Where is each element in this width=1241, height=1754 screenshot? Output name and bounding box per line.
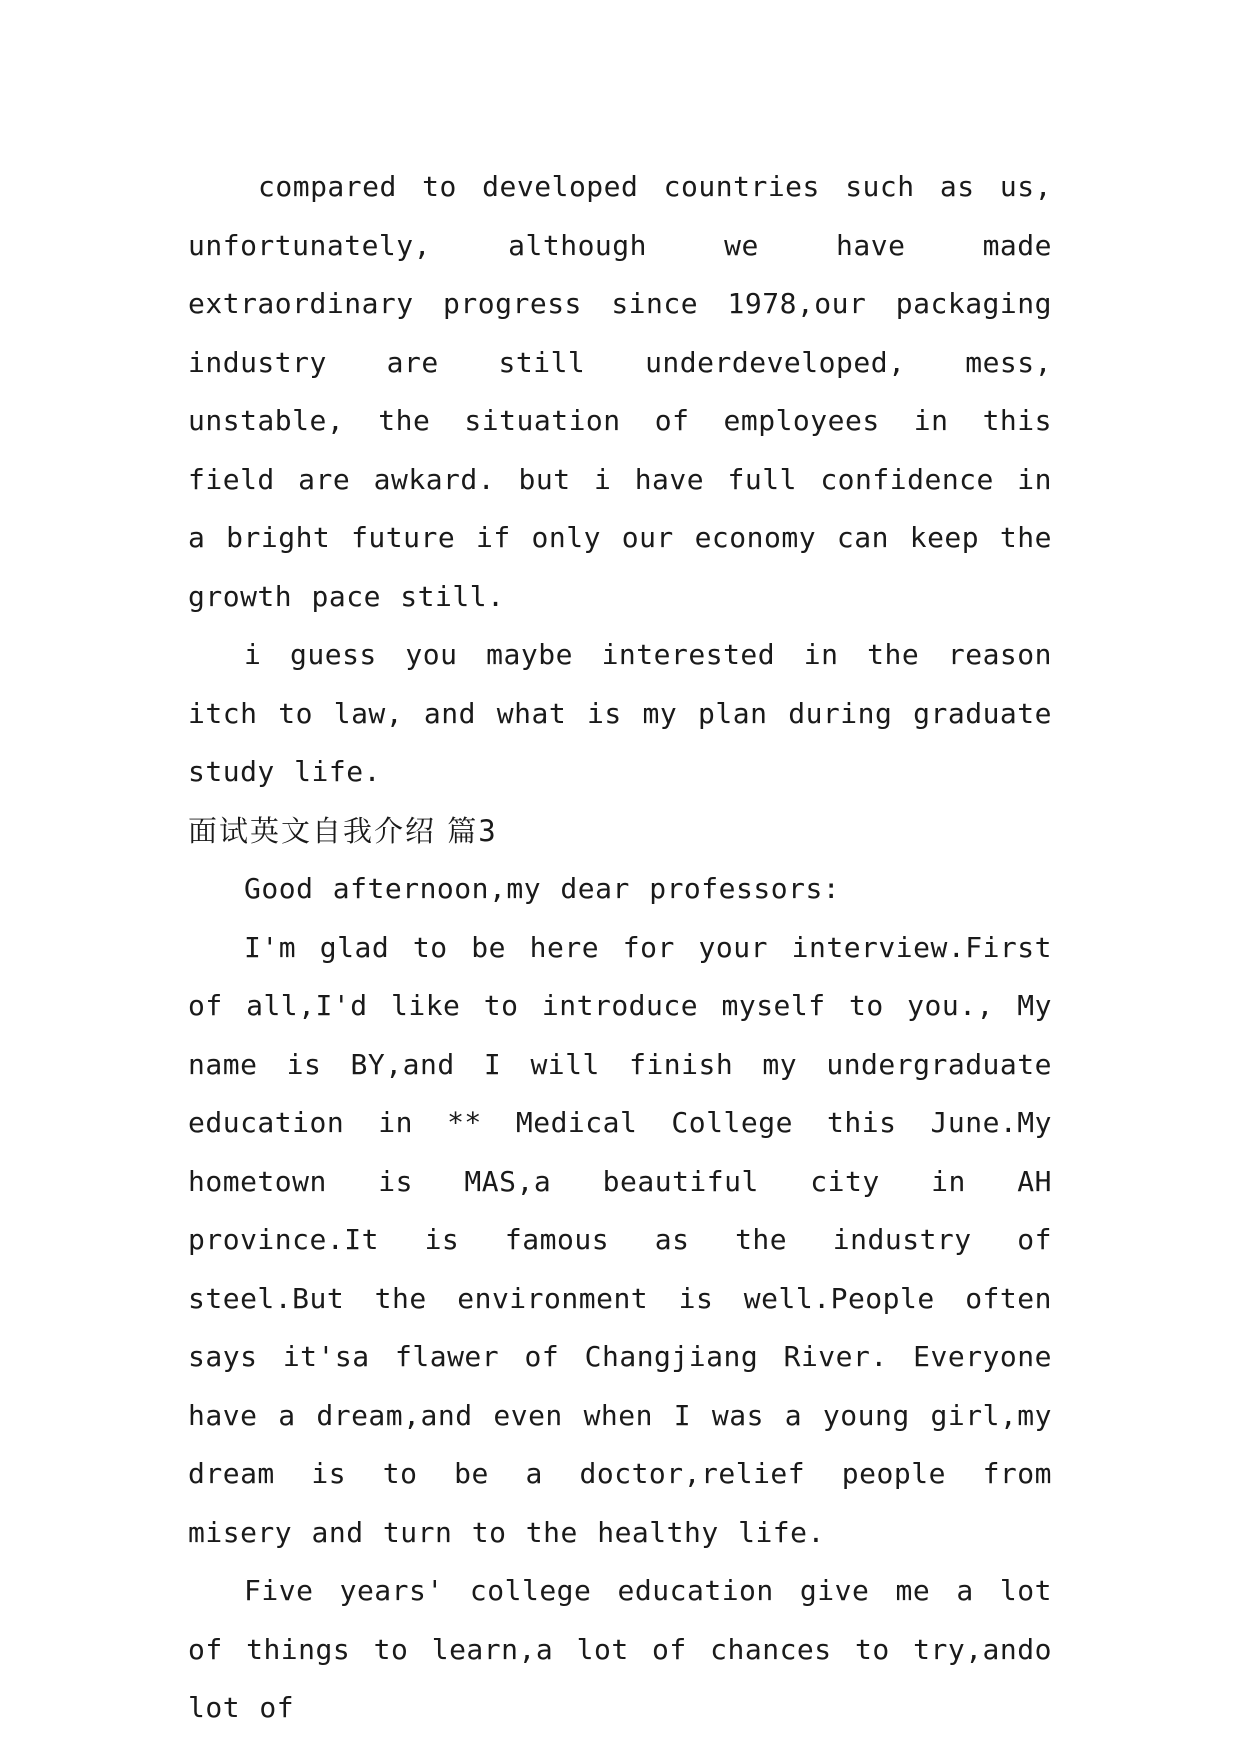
document-page bbox=[188, 158, 1052, 1738]
paragraph-reason-law: i guess you maybe interested in the reason itch to law, and what is my plan during graduate study life. bbox=[188, 638, 1052, 788]
paragraph-college-education: Five years' college education give me a lot of things to learn,a lot of chances to try,ando lot of bbox=[188, 1574, 1052, 1724]
section-heading-number: 3 bbox=[478, 813, 496, 848]
paragraph-packaging-industry: compared to developed countries such as us, unfortunately, although we have made extraordinary progress since 1978,our packaging industry are still underdeveloped, mess, unstable, the situation of employees in this field are awkard. but i have full confidence in a bright future if only our economy can keep the growth pace still. bbox=[188, 170, 1052, 613]
section-heading bbox=[188, 802, 1052, 861]
paragraph-introduction: I'm glad to be here for your interview.First of all,I'd like to introduce myself to you., My name is BY,and I will finish my undergraduate education in ** Medical College this June.My hometown is MAS,a beautiful city in AH province.It is famous as the industry of steel.But the environment is well.People often says it'sa flawer of Changjiang River. Everyone have a dream,and even when I was a young girl,my dream is to be a doctor,relief people from misery and turn to the healthy life. bbox=[188, 930, 1052, 1549]
paragraph-greeting: Good afternoon,my dear professors: bbox=[244, 872, 841, 905]
section-heading-title: 面试英文自我介绍 篇 bbox=[188, 813, 479, 848]
